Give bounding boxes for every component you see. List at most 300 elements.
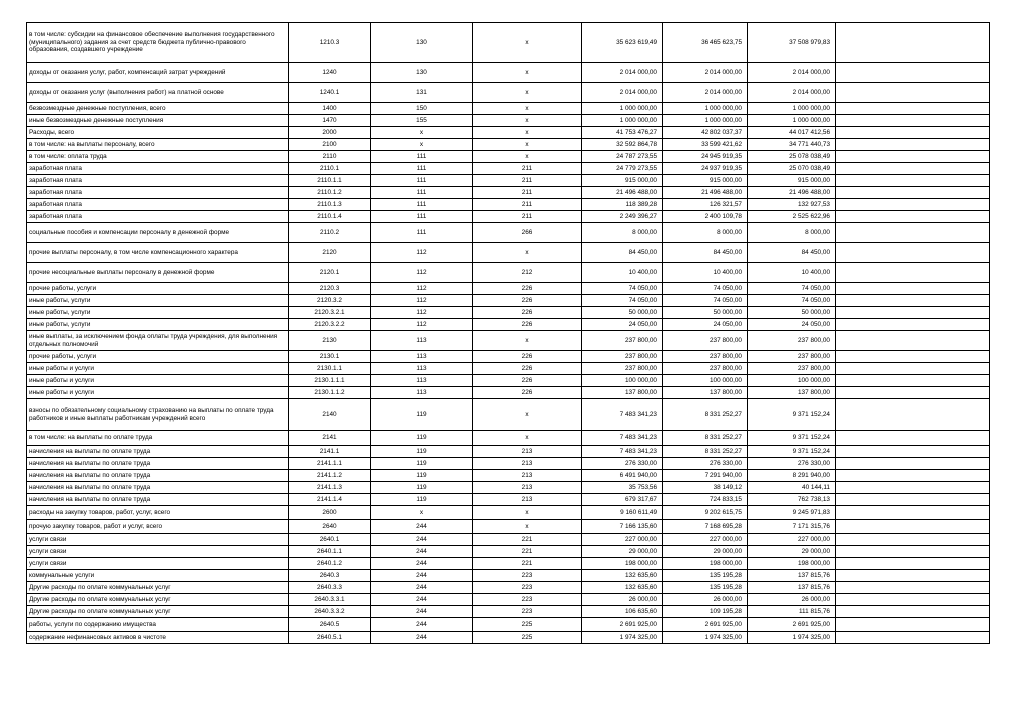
row-amount-year3: 9 371 152,24	[748, 446, 836, 458]
row-amount-year3: 137 800,00	[748, 387, 836, 399]
row-kosgu: x	[473, 520, 582, 534]
row-kvr: 113	[371, 351, 473, 363]
row-code: 2600	[289, 506, 371, 520]
row-kosgu: x	[473, 243, 582, 263]
row-extra	[836, 351, 990, 363]
row-amount-year1: 84 450,00	[582, 243, 663, 263]
row-kvr: 119	[371, 431, 473, 446]
row-amount-year1: 1 000 000,00	[582, 103, 663, 115]
table-row	[27, 534, 990, 546]
row-code: 2120.3.2	[289, 295, 371, 307]
row-name: расходы на закупку товаров, работ, услуг, всего	[27, 506, 289, 520]
row-amount-year3: 8 000,00	[748, 223, 836, 243]
row-extra	[836, 23, 990, 63]
row-code: 2141.1.3	[289, 482, 371, 494]
row-kosgu: x	[473, 151, 582, 163]
row-kosgu: 211	[473, 199, 582, 211]
row-kvr: 150	[371, 103, 473, 115]
row-kvr: 112	[371, 283, 473, 295]
row-kvr: 119	[371, 446, 473, 458]
row-amount-year1: 29 000,00	[582, 546, 663, 558]
row-amount-year2: 2 014 000,00	[663, 83, 748, 103]
row-amount-year3: 24 050,00	[748, 319, 836, 331]
row-extra	[836, 482, 990, 494]
row-amount-year3: 9 245 971,83	[748, 506, 836, 520]
table-row	[27, 307, 990, 319]
table-row	[27, 263, 990, 283]
row-amount-year1: 21 496 488,00	[582, 187, 663, 199]
row-name: услуги связи	[27, 534, 289, 546]
table-row	[27, 83, 990, 103]
row-amount-year3: 9 371 152,24	[748, 431, 836, 446]
row-amount-year2: 724 833,15	[663, 494, 748, 506]
row-amount-year3: 25 070 038,49	[748, 163, 836, 175]
row-name: взносы по обязательному социальному страхованию на выплаты по оплате труда работников и иные выплаты работникам учреждений всего	[27, 399, 289, 431]
row-amount-year1: 132 635,60	[582, 582, 663, 594]
row-amount-year2: 8 331 252,27	[663, 431, 748, 446]
row-kosgu: x	[473, 431, 582, 446]
row-kosgu: 226	[473, 295, 582, 307]
table-row	[27, 482, 990, 494]
row-name: в том числе: оплата труда	[27, 151, 289, 163]
row-name: в том числе: на выплаты по оплате труда	[27, 431, 289, 446]
row-amount-year1: 24 050,00	[582, 319, 663, 331]
row-name: иные работы, услуги	[27, 307, 289, 319]
row-amount-year3: 137 815,76	[748, 582, 836, 594]
budget-table	[26, 22, 990, 644]
row-name: Другие расходы по оплате коммунальных услуг	[27, 594, 289, 606]
row-kvr: 112	[371, 243, 473, 263]
row-kvr: 244	[371, 570, 473, 582]
table-row	[27, 115, 990, 127]
row-amount-year1: 35 623 619,49	[582, 23, 663, 63]
row-code: 2640.1.1	[289, 546, 371, 558]
row-amount-year2: 237 800,00	[663, 363, 748, 375]
table-row	[27, 243, 990, 263]
row-kvr: 112	[371, 295, 473, 307]
row-kvr: 113	[371, 363, 473, 375]
row-amount-year2: 74 050,00	[663, 295, 748, 307]
table-row	[27, 199, 990, 211]
row-kosgu: 223	[473, 594, 582, 606]
row-extra	[836, 363, 990, 375]
row-extra	[836, 63, 990, 83]
row-extra	[836, 520, 990, 534]
row-amount-year1: 118 389,28	[582, 199, 663, 211]
row-extra	[836, 582, 990, 594]
row-amount-year3: 111 815,76	[748, 606, 836, 618]
row-code: 2100	[289, 139, 371, 151]
row-extra	[836, 570, 990, 582]
row-amount-year2: 198 000,00	[663, 558, 748, 570]
row-kosgu: x	[473, 331, 582, 351]
row-code: 2110.1.3	[289, 199, 371, 211]
row-name: заработная плата	[27, 199, 289, 211]
row-amount-year2: 109 195,28	[663, 606, 748, 618]
row-amount-year2: 237 800,00	[663, 331, 748, 351]
row-amount-year1: 7 166 135,60	[582, 520, 663, 534]
row-kosgu: 211	[473, 211, 582, 223]
row-amount-year1: 137 800,00	[582, 387, 663, 399]
table-row	[27, 23, 990, 63]
table-row	[27, 387, 990, 399]
row-kosgu: 225	[473, 632, 582, 644]
row-code: 2130.1.1	[289, 363, 371, 375]
row-extra	[836, 558, 990, 570]
row-amount-year1: 32 592 864,78	[582, 139, 663, 151]
row-kvr: 131	[371, 83, 473, 103]
row-code: 2640.1.2	[289, 558, 371, 570]
row-kvr: 119	[371, 482, 473, 494]
row-extra	[836, 163, 990, 175]
row-amount-year3: 34 771 440,73	[748, 139, 836, 151]
row-name: доходы от оказания услуг, работ, компенсаций затрат учреждений	[27, 63, 289, 83]
row-amount-year2: 26 000,00	[663, 594, 748, 606]
row-extra	[836, 446, 990, 458]
row-kosgu: 213	[473, 482, 582, 494]
row-extra	[836, 606, 990, 618]
row-extra	[836, 199, 990, 211]
row-amount-year2: 2 691 925,00	[663, 618, 748, 632]
row-amount-year3: 2 691 925,00	[748, 618, 836, 632]
row-amount-year3: 137 815,76	[748, 570, 836, 582]
row-amount-year1: 1 974 325,00	[582, 632, 663, 644]
row-kvr: 111	[371, 163, 473, 175]
row-amount-year2: 9 202 615,75	[663, 506, 748, 520]
row-amount-year2: 84 450,00	[663, 243, 748, 263]
row-amount-year2: 1 974 325,00	[663, 632, 748, 644]
row-name: иные работы и услуги	[27, 375, 289, 387]
row-code: 2110.1	[289, 163, 371, 175]
row-code: 2640.5.1	[289, 632, 371, 644]
row-kvr: 113	[371, 375, 473, 387]
row-name: в том числе: субсидии на финансовое обеспечение выполнения государственного (муниципального) задания за счет средств бюджета публично-правового образования, создавшего учреждение	[27, 23, 289, 63]
row-name: заработная плата	[27, 211, 289, 223]
row-extra	[836, 83, 990, 103]
row-kosgu: x	[473, 115, 582, 127]
row-amount-year1: 6 491 940,00	[582, 470, 663, 482]
row-code: 2110.2	[289, 223, 371, 243]
row-amount-year1: 74 050,00	[582, 283, 663, 295]
row-amount-year2: 29 000,00	[663, 546, 748, 558]
row-amount-year2: 50 000,00	[663, 307, 748, 319]
row-code: 1210.3	[289, 23, 371, 63]
row-kvr: 111	[371, 223, 473, 243]
table-row	[27, 103, 990, 115]
row-kosgu: 221	[473, 546, 582, 558]
table-row	[27, 63, 990, 83]
row-extra	[836, 470, 990, 482]
row-amount-year3: 198 000,00	[748, 558, 836, 570]
row-kosgu: x	[473, 23, 582, 63]
table-row	[27, 506, 990, 520]
row-kosgu: 226	[473, 363, 582, 375]
row-kvr: x	[371, 139, 473, 151]
row-kvr: 244	[371, 606, 473, 618]
row-name: начисления на выплаты по оплате труда	[27, 470, 289, 482]
row-amount-year2: 100 000,00	[663, 375, 748, 387]
row-extra	[836, 375, 990, 387]
row-code: 2141.1.1	[289, 458, 371, 470]
row-kvr: 112	[371, 307, 473, 319]
row-name: прочие работы, услуги	[27, 351, 289, 363]
row-amount-year3: 132 927,53	[748, 199, 836, 211]
row-kosgu: 226	[473, 351, 582, 363]
row-code: 2110.1.1	[289, 175, 371, 187]
row-amount-year1: 276 330,00	[582, 458, 663, 470]
row-amount-year1: 100 000,00	[582, 375, 663, 387]
row-amount-year2: 1 000 000,00	[663, 103, 748, 115]
row-extra	[836, 211, 990, 223]
row-code: 2141.1.2	[289, 470, 371, 482]
row-code: 2130	[289, 331, 371, 351]
row-kvr: 119	[371, 399, 473, 431]
row-extra	[836, 223, 990, 243]
row-amount-year3: 7 171 315,76	[748, 520, 836, 534]
row-kosgu: 226	[473, 387, 582, 399]
row-extra	[836, 295, 990, 307]
row-kvr: 244	[371, 558, 473, 570]
row-amount-year2: 7 168 695,28	[663, 520, 748, 534]
table-row	[27, 570, 990, 582]
row-amount-year1: 41 753 476,27	[582, 127, 663, 139]
row-kvr: 130	[371, 63, 473, 83]
row-extra	[836, 546, 990, 558]
row-amount-year2: 237 800,00	[663, 351, 748, 363]
row-amount-year3: 44 017 412,56	[748, 127, 836, 139]
table-row	[27, 431, 990, 446]
row-amount-year2: 42 802 037,37	[663, 127, 748, 139]
row-kosgu: 223	[473, 582, 582, 594]
row-kosgu: 213	[473, 446, 582, 458]
row-extra	[836, 175, 990, 187]
row-name: доходы от оказания услуг (выполнения работ) на платной основе	[27, 83, 289, 103]
row-amount-year2: 33 599 421,62	[663, 139, 748, 151]
row-amount-year1: 237 800,00	[582, 331, 663, 351]
table-row	[27, 606, 990, 618]
row-code: 2120.1	[289, 263, 371, 283]
row-extra	[836, 632, 990, 644]
row-code: 1470	[289, 115, 371, 127]
row-extra	[836, 594, 990, 606]
table-row	[27, 558, 990, 570]
row-amount-year1: 2 249 396,27	[582, 211, 663, 223]
row-name: Другие расходы по оплате коммунальных услуг	[27, 582, 289, 594]
row-name: начисления на выплаты по оплате труда	[27, 458, 289, 470]
table-row	[27, 594, 990, 606]
row-amount-year1: 24 787 273,55	[582, 151, 663, 163]
row-name: коммунальные услуги	[27, 570, 289, 582]
row-kvr: 244	[371, 632, 473, 644]
row-amount-year3: 40 144,11	[748, 482, 836, 494]
row-amount-year1: 35 753,56	[582, 482, 663, 494]
row-name: начисления на выплаты по оплате труда	[27, 446, 289, 458]
row-code: 2140	[289, 399, 371, 431]
row-extra	[836, 307, 990, 319]
row-kvr: 244	[371, 546, 473, 558]
row-amount-year1: 132 635,60	[582, 570, 663, 582]
table-row	[27, 151, 990, 163]
row-code: 2130.1.1.2	[289, 387, 371, 399]
row-amount-year2: 36 465 623,75	[663, 23, 748, 63]
row-code: 2640	[289, 520, 371, 534]
row-amount-year3: 1 000 000,00	[748, 115, 836, 127]
row-kvr: 119	[371, 494, 473, 506]
row-amount-year3: 276 330,00	[748, 458, 836, 470]
row-amount-year2: 24 050,00	[663, 319, 748, 331]
row-amount-year2: 137 800,00	[663, 387, 748, 399]
row-kvr: 113	[371, 331, 473, 351]
row-amount-year2: 2 014 000,00	[663, 63, 748, 83]
row-amount-year1: 227 000,00	[582, 534, 663, 546]
row-amount-year3: 237 800,00	[748, 351, 836, 363]
row-kvr: 111	[371, 211, 473, 223]
row-amount-year1: 26 000,00	[582, 594, 663, 606]
row-amount-year2: 126 321,57	[663, 199, 748, 211]
row-kvr: 244	[371, 582, 473, 594]
row-amount-year3: 100 000,00	[748, 375, 836, 387]
row-extra	[836, 103, 990, 115]
row-amount-year3: 2 525 622,96	[748, 211, 836, 223]
row-amount-year1: 10 400,00	[582, 263, 663, 283]
row-kosgu: 226	[473, 283, 582, 295]
row-kvr: 244	[371, 594, 473, 606]
row-amount-year1: 237 800,00	[582, 363, 663, 375]
row-kvr: 119	[371, 470, 473, 482]
table-row	[27, 618, 990, 632]
row-name: начисления на выплаты по оплате труда	[27, 494, 289, 506]
row-name: социальные пособия и компенсации персоналу в денежной форме	[27, 223, 289, 243]
row-code: 2110.1.2	[289, 187, 371, 199]
row-extra	[836, 263, 990, 283]
row-code: 2110.1.4	[289, 211, 371, 223]
row-amount-year3: 37 508 979,83	[748, 23, 836, 63]
row-amount-year1: 8 000,00	[582, 223, 663, 243]
row-kosgu: 212	[473, 263, 582, 283]
row-name: заработная плата	[27, 187, 289, 199]
row-extra	[836, 458, 990, 470]
row-kvr: 155	[371, 115, 473, 127]
row-amount-year3: 74 050,00	[748, 283, 836, 295]
row-name: начисления на выплаты по оплате труда	[27, 482, 289, 494]
row-extra	[836, 494, 990, 506]
row-code: 2130.1.1.1	[289, 375, 371, 387]
row-amount-year3: 2 014 000,00	[748, 63, 836, 83]
row-amount-year3: 50 000,00	[748, 307, 836, 319]
row-extra	[836, 387, 990, 399]
row-amount-year2: 38 149,12	[663, 482, 748, 494]
row-name: прочие работы, услуги	[27, 283, 289, 295]
row-amount-year2: 7 291 940,00	[663, 470, 748, 482]
row-kvr: 113	[371, 387, 473, 399]
row-kosgu: 223	[473, 606, 582, 618]
table-row	[27, 632, 990, 644]
row-amount-year1: 915 000,00	[582, 175, 663, 187]
table-row	[27, 127, 990, 139]
row-extra	[836, 115, 990, 127]
row-name: безвозмездные денежные поступления, всего	[27, 103, 289, 115]
row-kvr: 244	[371, 534, 473, 546]
row-kosgu: x	[473, 139, 582, 151]
table-row	[27, 470, 990, 482]
row-code: 2640.3.3.2	[289, 606, 371, 618]
row-extra	[836, 618, 990, 632]
row-amount-year2: 135 195,28	[663, 570, 748, 582]
row-amount-year1: 2 014 000,00	[582, 83, 663, 103]
row-amount-year1: 2 014 000,00	[582, 63, 663, 83]
row-extra	[836, 506, 990, 520]
row-amount-year2: 24 945 919,35	[663, 151, 748, 163]
row-code: 2141.1.4	[289, 494, 371, 506]
row-amount-year3: 2 014 000,00	[748, 83, 836, 103]
row-amount-year3: 25 078 038,49	[748, 151, 836, 163]
row-amount-year2: 74 050,00	[663, 283, 748, 295]
row-amount-year3: 9 371 152,24	[748, 399, 836, 431]
row-kvr: 244	[371, 520, 473, 534]
row-amount-year2: 227 000,00	[663, 534, 748, 546]
row-kosgu: x	[473, 83, 582, 103]
row-amount-year1: 24 779 273,55	[582, 163, 663, 175]
row-amount-year2: 2 400 109,78	[663, 211, 748, 223]
row-amount-year3: 26 000,00	[748, 594, 836, 606]
table-row	[27, 351, 990, 363]
row-amount-year1: 106 635,60	[582, 606, 663, 618]
row-kosgu: x	[473, 506, 582, 520]
table-row	[27, 175, 990, 187]
row-code: 2000	[289, 127, 371, 139]
table-row	[27, 399, 990, 431]
row-name: в том числе: на выплаты персоналу, всего	[27, 139, 289, 151]
row-code: 2120.3.2.2	[289, 319, 371, 331]
row-code: 2120.3.2.1	[289, 307, 371, 319]
row-amount-year1: 237 800,00	[582, 351, 663, 363]
row-code: 2130.1	[289, 351, 371, 363]
row-amount-year2: 1 000 000,00	[663, 115, 748, 127]
row-kosgu: 226	[473, 307, 582, 319]
row-amount-year2: 8 331 252,27	[663, 399, 748, 431]
row-kosgu: 221	[473, 534, 582, 546]
row-kosgu: 226	[473, 375, 582, 387]
table-row	[27, 187, 990, 199]
budget-table-body	[27, 23, 990, 644]
table-row	[27, 520, 990, 534]
row-name: иные работы, услуги	[27, 319, 289, 331]
row-amount-year1: 679 317,67	[582, 494, 663, 506]
row-extra	[836, 399, 990, 431]
row-kvr: 111	[371, 187, 473, 199]
row-code: 1240.1	[289, 83, 371, 103]
row-code: 2110	[289, 151, 371, 163]
row-code: 2120.3	[289, 283, 371, 295]
table-row	[27, 546, 990, 558]
row-amount-year2: 21 496 488,00	[663, 187, 748, 199]
row-amount-year3: 10 400,00	[748, 263, 836, 283]
table-row	[27, 319, 990, 331]
row-name: иные работы и услуги	[27, 387, 289, 399]
row-amount-year1: 7 483 341,23	[582, 399, 663, 431]
row-kvr: 112	[371, 319, 473, 331]
row-kosgu: 213	[473, 470, 582, 482]
table-row	[27, 363, 990, 375]
row-name: заработная плата	[27, 163, 289, 175]
row-amount-year2: 8 331 252,27	[663, 446, 748, 458]
table-row	[27, 223, 990, 243]
row-extra	[836, 431, 990, 446]
row-name: работы, услуги по содержанию имущества	[27, 618, 289, 632]
row-extra	[836, 534, 990, 546]
row-code: 2640.3	[289, 570, 371, 582]
row-name: заработная плата	[27, 175, 289, 187]
